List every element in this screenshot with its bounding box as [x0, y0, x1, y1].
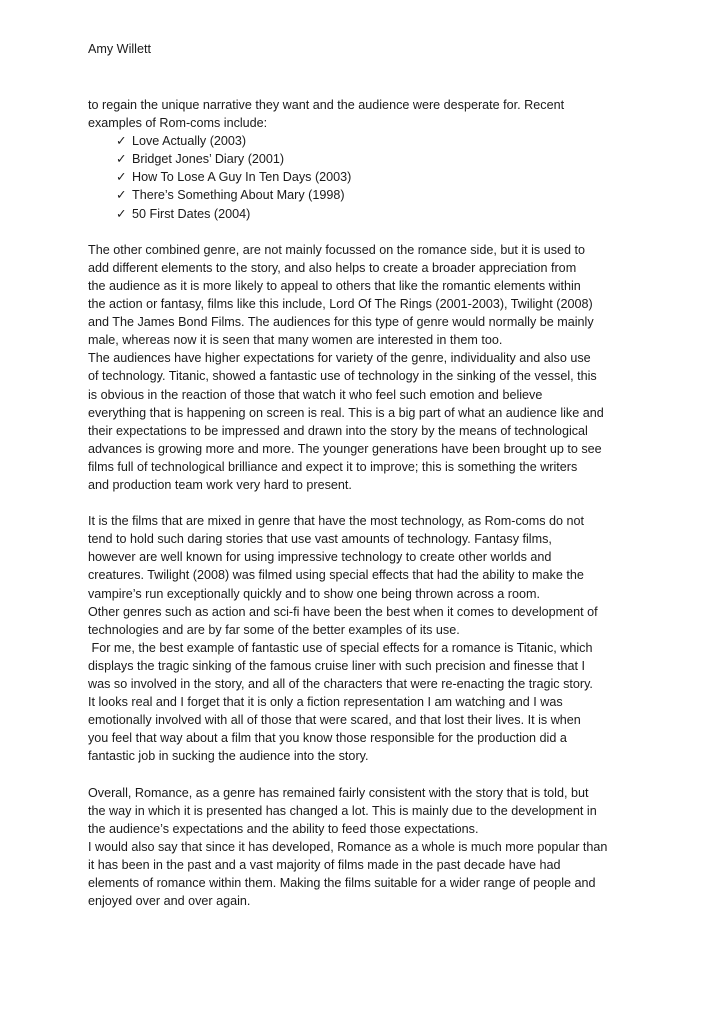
text-line: emotionally involved with all of those that were scared, and that lost their lives. It is when	[88, 713, 581, 728]
checkmark-icon: ✓	[116, 152, 127, 167]
intro-paragraph	[88, 96, 644, 132]
text-line: elements of romance within them. Making the films suitable for a wider range of people and	[88, 876, 596, 891]
list-item	[88, 168, 644, 186]
text-line: It is the films that are mixed in genre that have the most technology, as Rom-coms do not	[88, 514, 585, 529]
text-line: you feel that way about a film that you know those responsible for the production did a	[88, 731, 567, 746]
document-body	[88, 96, 644, 910]
text-line: advances is growing more and more. The younger generations have been brought up to see	[88, 441, 602, 456]
paragraph-technology	[88, 512, 644, 765]
checkmark-icon: ✓	[116, 188, 127, 203]
paragraph-gap	[88, 494, 644, 512]
text-line: I would also say that since it has developed, Romance as a whole is much more popular than	[88, 839, 608, 854]
checkmark-icon: ✓	[116, 134, 127, 149]
text-line: It looks real and I forget that it is only a fiction representation I am watching and I was	[88, 695, 563, 710]
text-line: films full of technological brilliance and expect it to improve; this is something the writers	[88, 459, 578, 474]
text-line: For me, the best example of fantastic use of special effects for a romance is Titanic, which	[88, 640, 593, 655]
text-line: The other combined genre, are not mainly focussed on the romance side, but it is used to	[88, 242, 586, 257]
text-line: was so involved in the story, and all of the characters that were re-enacting the tragic story.	[88, 677, 593, 691]
text-line: male, whereas now it is seen that many women are interested in them too.	[88, 333, 503, 348]
text-line: of technology. Titanic, showed a fantastic use of technology in the sinking of the vessel, this	[88, 369, 597, 384]
text-line: and production team work very hard to present.	[88, 477, 352, 492]
text-line: and The James Bond Films. The audiences for this type of genre would normally be mainly	[88, 315, 594, 330]
list-item	[88, 186, 644, 204]
text-line: their expectations to be impressed and drawn into the story by the means of technological	[88, 423, 588, 438]
text-line: is obvious in the reaction of those that watch it who feel such emotion and believe	[88, 387, 543, 402]
list-item-label: 50 First Dates (2004)	[132, 206, 251, 221]
paragraph-gap	[88, 223, 644, 241]
text-line: Other genres such as action and sci-fi have been the best when it comes to development of	[88, 604, 598, 619]
text-line: however are well known for using impressive technology to create other worlds and	[88, 550, 552, 565]
text-line: the action or fantasy, films like this include, Lord Of The Rings (2001-2003), Twilight (2008)	[88, 297, 593, 312]
text-line: Overall, Romance, as a genre has remained fairly consistent with the story that is told, but	[88, 785, 589, 800]
text-line: enjoyed over and over again.	[88, 894, 251, 909]
romcom-checklist	[88, 132, 644, 222]
list-item	[88, 132, 644, 150]
text-line: vampire’s run exceptionally quickly and to show one being thrown across a room.	[88, 586, 540, 601]
list-item-label: Love Actually (2003)	[132, 134, 247, 149]
text-line: the audience as it is more likely to appeal to others that like the romantic elements within	[88, 278, 581, 293]
text-line: displays the tragic sinking of the famous cruise liner with such precision and finesse that I	[88, 658, 586, 673]
text-line: technologies and are by far some of the better examples of its use.	[88, 622, 460, 637]
text-line: add different elements to the story, and also helps to create a broader appreciation from	[88, 260, 577, 275]
list-item	[88, 150, 644, 168]
list-item-label: There’s Something About Mary (1998)	[132, 188, 345, 203]
checkmark-icon: ✓	[116, 170, 127, 185]
text-line: tend to hold such daring stories that use vast amounts of technology. Fantasy films,	[88, 532, 552, 547]
list-item-label: How To Lose A Guy In Ten Days (2003)	[132, 170, 352, 185]
list-item	[88, 205, 644, 223]
text-line: fantastic job in sucking the audience into the story.	[88, 749, 369, 764]
list-item-label: Bridget Jones’ Diary (2001)	[132, 152, 285, 167]
text-line: creatures. Twilight (2008) was filmed using special effects that had the ability to make the	[88, 568, 584, 583]
text-line: the way in which it is presented has changed a lot. This is mainly due to the development in	[88, 803, 597, 818]
text-line: examples of Rom-coms include:	[88, 116, 268, 131]
checkmark-icon: ✓	[116, 206, 127, 221]
paragraph-gap	[88, 765, 644, 783]
page-header-author: Amy Willett	[88, 42, 151, 56]
text-line: to regain the unique narrative they want and the audience were desperate for. Recent	[88, 98, 565, 112]
text-line: the audience’s expectations and the ability to feed those expectations.	[88, 821, 479, 836]
paragraph-combined-genre	[88, 241, 644, 494]
text-line: everything that is happening on screen is real. This is a big part of what an audience like and	[88, 405, 604, 420]
text-line: it has been in the past and a vast majority of films made in the past decade have had	[88, 857, 561, 872]
text-line: The audiences have higher expectations for variety of the genre, individuality and also use	[88, 351, 591, 366]
paragraph-conclusion	[88, 784, 644, 911]
